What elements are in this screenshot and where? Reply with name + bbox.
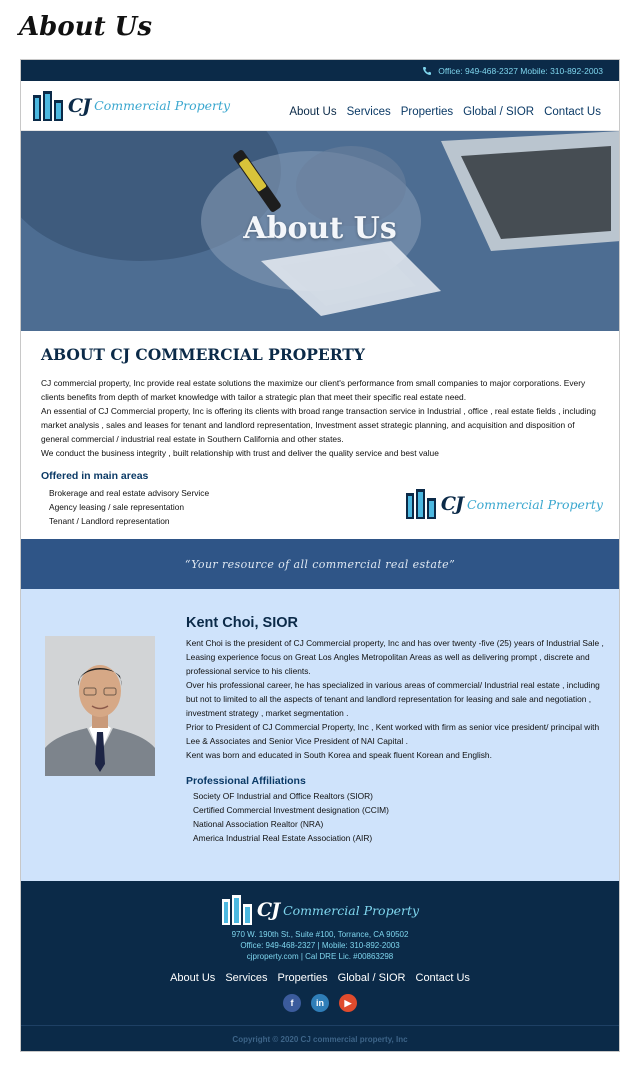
- footer-nav-properties[interactable]: Properties: [277, 972, 328, 984]
- nav-about-us[interactable]: About Us: [289, 105, 337, 118]
- profile-name: Kent Choi, SIOR: [186, 615, 298, 631]
- about-heading: ABOUT CJ COMMERCIAL PROPERTY: [41, 345, 365, 364]
- footer-nav-global-sior[interactable]: Global / SIOR: [337, 972, 406, 984]
- footer-address: 970 W. 190th St., Suite #100, Torrance, CA 90502: [231, 930, 409, 939]
- page-heading: About Us: [19, 12, 152, 42]
- site-frame: [20, 59, 620, 1052]
- top-contact-bar: [21, 60, 619, 81]
- area-item: Brokerage and real estate advisory Service: [49, 488, 210, 498]
- affiliations-list: [186, 789, 606, 845]
- profile-info: [186, 615, 606, 845]
- facebook-icon[interactable]: f: [283, 994, 301, 1012]
- nav-services[interactable]: Services: [346, 105, 391, 118]
- logo-name-text: Commercial Property: [94, 98, 231, 113]
- areas-heading: Offered in main areas: [41, 470, 149, 482]
- affiliation-item: America Industrial Real Estate Association (AIR): [193, 833, 373, 843]
- building-logo-icon: [32, 91, 64, 121]
- logo-cj-text: CJ: [256, 899, 280, 921]
- nav-contact-us[interactable]: Contact Us: [544, 105, 601, 118]
- footer-nav: [21, 972, 619, 984]
- main-nav: [289, 94, 601, 118]
- site-footer: [21, 881, 619, 1025]
- nav-global-sior[interactable]: Global / SIOR: [463, 105, 535, 118]
- footer-nav-services[interactable]: Services: [225, 972, 268, 984]
- about-paragraph-2: An essential of CJ Commercial property, Inc is offering its clients with broad range transaction service in Industrial , office , real estate fields , including market analysis , sales and leases for tenant and landlord representation, Investment asset strategic planning, and acquisition and disposition of general commercial / industrial real estate in Southern California and other states.: [41, 406, 596, 444]
- social-links: [21, 994, 619, 1012]
- footer-website-license[interactable]: cjproperty.com | Cal DRE Lic. #00863298: [246, 952, 394, 961]
- affiliation-item: National Association Realtor (NRA): [193, 819, 324, 829]
- about-paragraph-3: We conduct the business integrity , built relationship with trust and deliver the quality service and best value: [41, 448, 439, 458]
- copyright-text: Copyright © 2020 CJ commercial property, Inc: [232, 1035, 408, 1044]
- logo-cj-text: CJ: [440, 493, 464, 515]
- youtube-icon[interactable]: ▶: [339, 994, 357, 1012]
- logo-name-text: Commercial Property: [283, 902, 420, 918]
- building-logo-icon: [221, 895, 253, 925]
- logo-name-text: Commercial Property: [467, 496, 603, 512]
- affiliation-item: Society OF Industrial and Office Realtors (SIOR): [193, 791, 373, 801]
- footer-logo[interactable]: [21, 881, 619, 925]
- site-header: [21, 81, 619, 131]
- about-logo: [405, 489, 603, 519]
- affiliations-heading: Professional Affiliations: [186, 775, 306, 787]
- linkedin-icon[interactable]: in: [311, 994, 329, 1012]
- tagline-band: [21, 539, 619, 589]
- logo-cj-text: CJ: [68, 94, 91, 117]
- hero-title: About Us: [243, 211, 397, 246]
- affiliation-item: Certified Commercial Investment designation (CCIM): [193, 805, 389, 815]
- about-paragraph-1: CJ commercial property, Inc provide real estate solutions the maximize our client's performance from small companies to major corporations. Every clients benefits from depth of market knowledge with tailor a strategic plan that meet their specific real estate need.: [41, 378, 586, 402]
- area-item: Agency leasing / sale representation: [49, 502, 185, 512]
- profile-section: [21, 589, 619, 881]
- building-logo-icon: [405, 489, 437, 519]
- footer-phones: Office: 949-468-2327 | Mobile: 310-892-2003: [240, 941, 400, 950]
- tagline-text: “Your resource of all commercial real estate”: [184, 557, 456, 571]
- topbar-contact-text: Office: 949-468-2327 Mobile: 310-892-2003: [438, 65, 603, 76]
- area-item: Tenant / Landlord representation: [49, 516, 170, 526]
- profile-bio-3: Prior to President of CJ Commercial Property, Inc , Kent worked with firm as senior vice president/ principal with Lee & Associates and Senior Vice President of NAI Capital .: [186, 722, 600, 746]
- phone-icon: [422, 66, 432, 76]
- profile-bio-2: Over his professional career, he has specialized in various areas of commercial/ Industrial real estate , including but not to limited to all the aspects of tenant and landlord representation for leasing and sale and negotiation , investment strategy , market segmentation .: [186, 680, 600, 718]
- copyright-bar: [21, 1025, 619, 1052]
- kent-choi-photo: [45, 636, 155, 776]
- profile-bio-4: Kent was born and educated in South Korea and speak fluent Korean and English.: [186, 750, 492, 760]
- footer-nav-contact-us[interactable]: Contact Us: [415, 972, 470, 984]
- about-section: [21, 331, 619, 539]
- hero-banner: [21, 131, 619, 331]
- profile-bio-1: Kent Choi is the president of CJ Commercial property, Inc and has over twenty -five (25) years of Industrial Sale , Leasing experience focus on Great Los Angles Metropolitan Areas as well as delivering prompt , discrete and professional service to his clients.: [186, 638, 604, 676]
- nav-properties[interactable]: Properties: [400, 105, 454, 118]
- footer-contact-block: [21, 929, 619, 962]
- brand-logo[interactable]: [32, 91, 230, 121]
- footer-nav-about-us[interactable]: About Us: [170, 972, 216, 984]
